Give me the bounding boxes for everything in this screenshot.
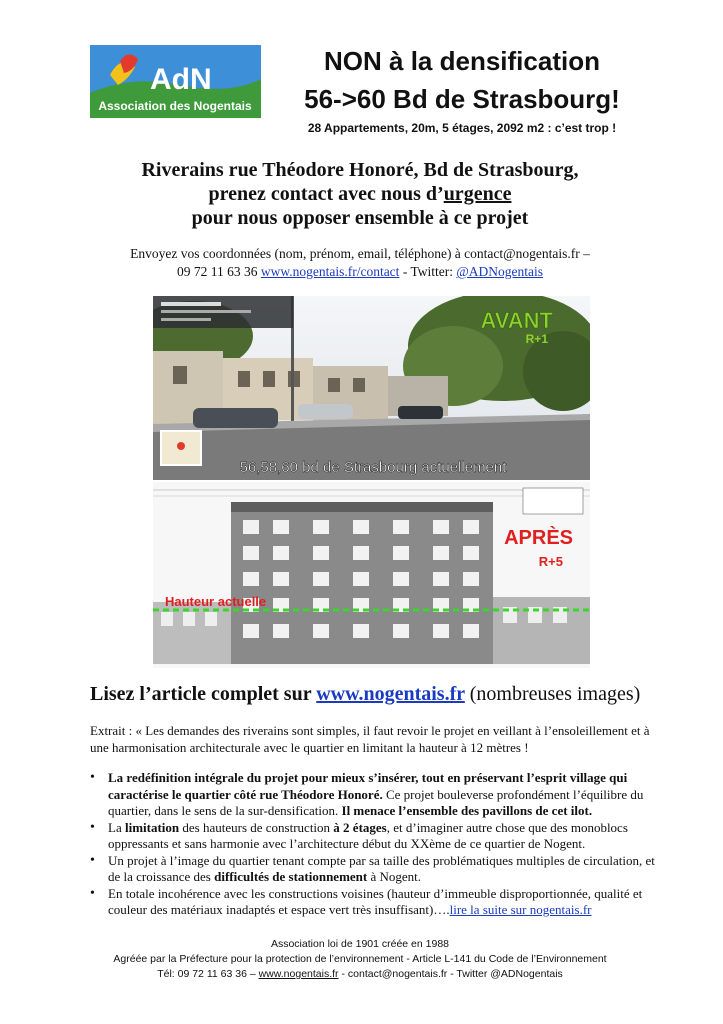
bullet-1-text: Ce projet bouleverse profondément l’équilibre du quartier, dans le sens de la sur-densification. bbox=[108, 786, 644, 818]
bullet-2-bold: limitation bbox=[124, 819, 180, 835]
footer-site-link[interactable]: www.nogentais.fr bbox=[258, 968, 339, 980]
extrait-paragraph: Extrait : « Les demandes des riverains sont simples, il faut revoir le projet en veillant à l’ensoleillement et à une harmonisation architecturale avec le quartier en limitant la hauteur à 12 mètres ! bbox=[90, 723, 650, 755]
appeal-line-3: pour nous opposer ensemble à ce projet bbox=[191, 207, 529, 229]
list-item bbox=[90, 820, 670, 853]
bullet-4-link[interactable]: lire la suite sur nogentais.fr bbox=[449, 902, 592, 917]
list-item bbox=[90, 886, 670, 919]
bullet-1-bold: La redéfinition intégrale du projet pour mieux s’insérer, tout en préservant l’esprit village qui caractérise le quartier côté rue Théodore Honoré. bbox=[108, 770, 628, 802]
appeal-line-1: Riverains rue Théodore Honoré, Bd de Strasbourg, bbox=[141, 159, 579, 181]
bullet-3-end: à Nogent. bbox=[367, 869, 422, 884]
footer-line-1: Association loi de 1901 créée en 1988 bbox=[270, 938, 450, 950]
footer-line-3 bbox=[60, 967, 660, 982]
bullet-2-text: , et d’imaginer autre chose que des monoblocs oppressants et sans harmonie avec l’architecture début du XXème de ce quartier de Nogent. bbox=[108, 819, 628, 851]
bullet-2-pre: La bbox=[108, 819, 125, 835]
footer-contact: - contact@nogentais.fr - Twitter @ADNogentais bbox=[338, 968, 563, 980]
apres-level: R+5 bbox=[538, 554, 563, 569]
building-drawing bbox=[153, 482, 590, 668]
logo-brand: AdN bbox=[150, 63, 212, 96]
avant-level: R+1 bbox=[525, 332, 548, 346]
appeal-line-2 bbox=[60, 182, 660, 206]
bullet-3-bold: difficultés de stationnement bbox=[214, 869, 368, 884]
appeal-block bbox=[60, 158, 660, 230]
bullet-2-bold-2: à 2 étages bbox=[333, 819, 387, 835]
title-subtitle: 28 Appartements, 20m, 5 étages, 2092 m2 : c’est trop ! bbox=[307, 121, 617, 135]
title-line-1: NON à la densification bbox=[324, 46, 600, 76]
apres-label: APRÈS bbox=[504, 527, 573, 549]
article-link[interactable]: www.nogentais.fr bbox=[316, 683, 465, 705]
appeal-line-2-prefix: prenez contact avec nous d’ bbox=[208, 183, 444, 205]
footer-phone: Tél: 09 72 11 63 36 – bbox=[157, 968, 259, 980]
street-photo bbox=[153, 296, 590, 480]
contact-twitter-prefix: - Twitter: bbox=[402, 264, 453, 279]
contact-twitter-link[interactable]: @ADNogentais bbox=[456, 264, 544, 279]
footer-line-2: Agréée par la Préfecture pour la protection de l’environnement - Article L-141 du Code de l’Environnement bbox=[113, 953, 607, 965]
avant-label: AVANT bbox=[480, 308, 553, 333]
adn-logo bbox=[90, 45, 261, 118]
contact-line-1: Envoyez vos coordonnées (nom, prénom, email, téléphone) à contact@nogentais.fr – bbox=[130, 246, 590, 261]
photo-caption: 56,58,60 bd de Strasbourg actuellement bbox=[239, 459, 507, 476]
bullet-4-text: En totale incohérence avec les constructions voisines (hauteur d’immeuble disproportionnée, qualité et couleur des matériaux inadaptés et espace vert très insuffisant)…. bbox=[108, 885, 643, 917]
article-line bbox=[90, 683, 640, 706]
title-line-2: 56->60 Bd de Strasbourg! bbox=[304, 84, 620, 114]
logo-subtitle: Association des Nogentais bbox=[98, 99, 252, 113]
list-item bbox=[90, 770, 670, 820]
list-item bbox=[90, 853, 670, 886]
contact-line-2 bbox=[80, 263, 640, 281]
bullet-3-text: Un projet à l’image du quartier tenant compte par sa taille des problématiques multiples de circulation, et de la croissance des bbox=[108, 852, 655, 884]
footer bbox=[60, 937, 660, 982]
article-suffix: (nombreuses images) bbox=[469, 683, 641, 705]
contact-website-link[interactable]: www.nogentais.fr/contact bbox=[260, 264, 400, 279]
bullet-2-mid: des hauteurs de construction bbox=[179, 819, 334, 835]
article-prefix: Lisez l’article complet sur bbox=[90, 683, 312, 705]
contact-phone: 09 72 11 63 36 bbox=[176, 264, 258, 279]
bullet-1-bold-2: Il menace l’ensemble des pavillons de cet ilot. bbox=[341, 803, 593, 818]
contact-block bbox=[80, 245, 640, 281]
bullet-list bbox=[90, 770, 670, 919]
appeal-urgence: urgence bbox=[443, 183, 512, 205]
hauteur-label: Hauteur actuelle bbox=[165, 594, 267, 609]
